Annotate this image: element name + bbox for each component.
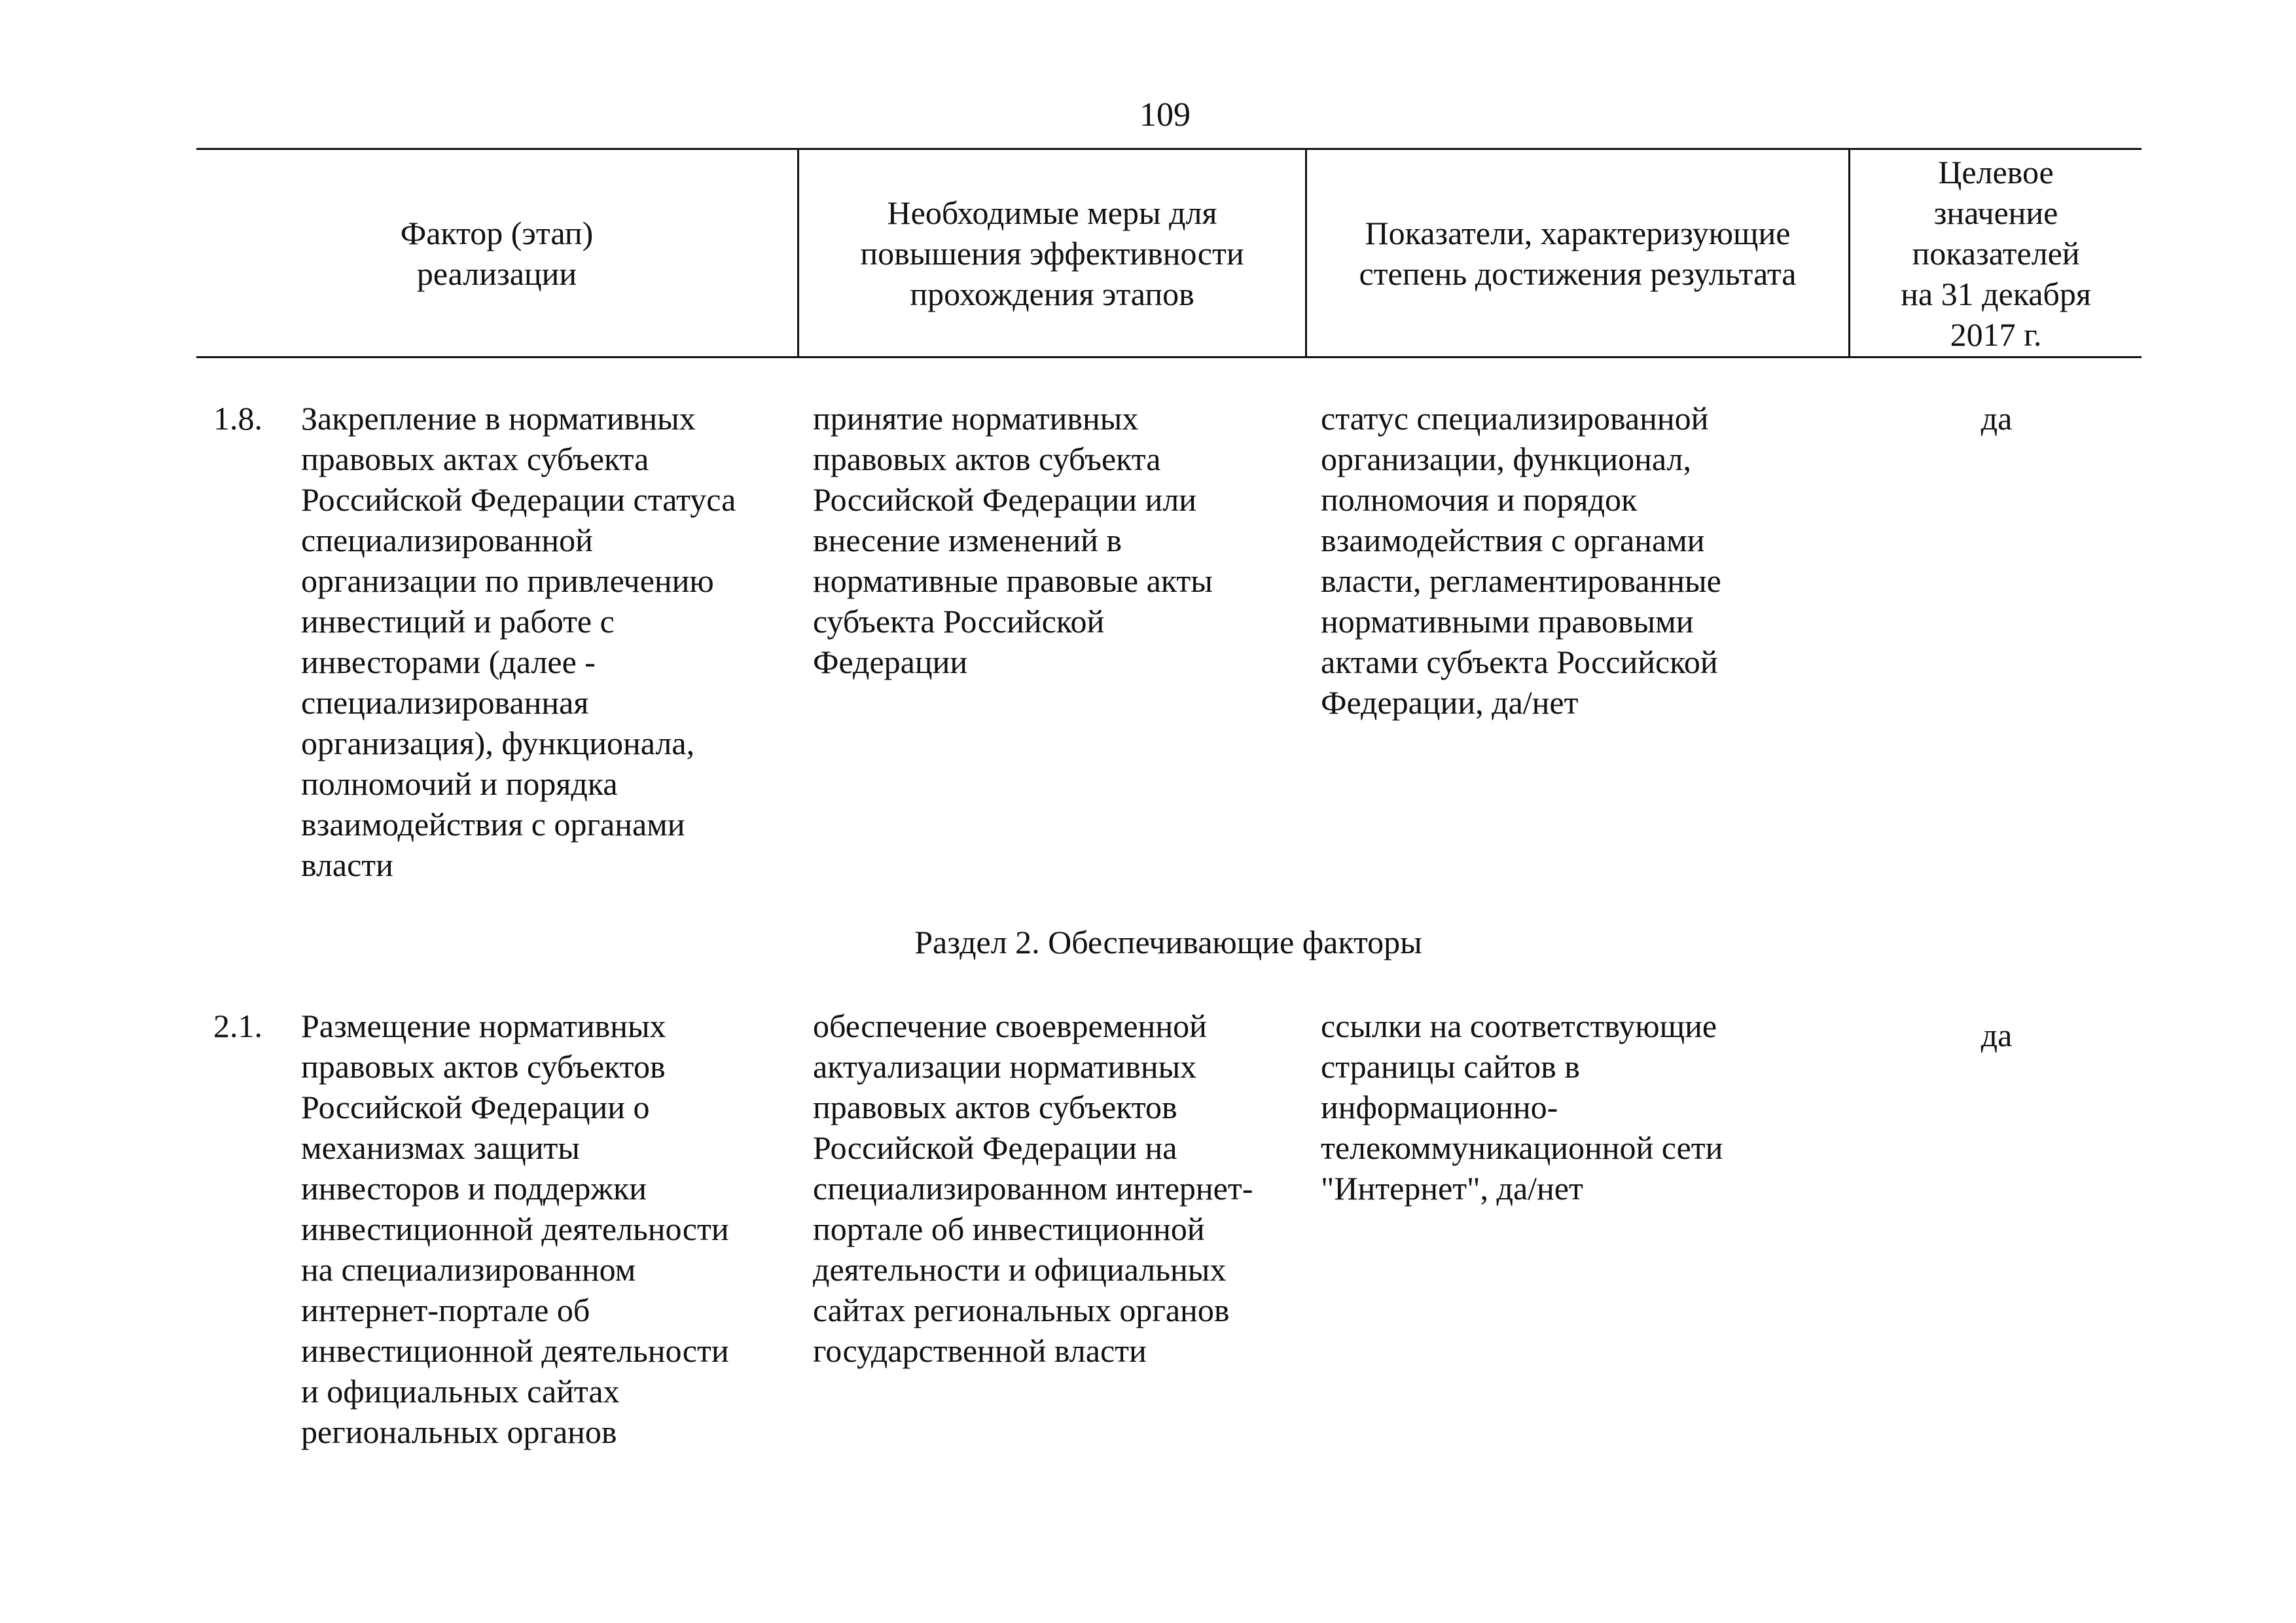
header-measures-text: Необходимые меры для повышения эффективности прохождения этапов — [860, 194, 1244, 312]
row-factor: Закрепление в нормативных правовых актах субъекта Российской Федерации статуса специализированной организации по привлечению инвестиций и работе с инвесторами (далее - специализированная организация), функционала, полномочий и порядка взаимодействия с органами власти — [301, 400, 736, 883]
row-target: да — [1981, 400, 2013, 437]
row-measures: принятие нормативных правовых актов субъекта Российской Федерации или внесение изменений в нормативные правовые акты субъекта Российской Федерации — [813, 400, 1213, 680]
row-measures: обеспечение своевременной актуализации нормативных правовых актов субъектов Российской Федерации на специализированном интернет- портале об инвестиционной деятельности и официальных сайтах региональных органов государственной власти — [813, 1008, 1253, 1369]
table-row — [0, 398, 2296, 896]
row-number: 1.8. — [213, 400, 262, 437]
row-target: да — [1981, 1017, 2013, 1053]
header-measures — [799, 150, 1305, 356]
header-target-text: Целевое значение показателей на 31 декабря 2017 г. — [1901, 153, 2091, 353]
table-header — [196, 148, 2142, 358]
header-indicators — [1307, 150, 1848, 356]
row-number: 2.1. — [213, 1008, 262, 1044]
row-indicators: статус специализированной организации, функционал, полномочия и порядок взаимодействия с органами власти, регламентированные нормативными правовыми актами субъекта Российской Федерации, да/нет — [1321, 400, 1721, 721]
row-factor: Размещение нормативных правовых актов субъектов Российской Федерации о механизмах защиты инвесторов и поддержки инвестиционной деятельности на специализированном интернет-портале об инвестиционной деятельности и официальных сайтах региональных органов — [301, 1008, 729, 1450]
header-factor — [196, 150, 797, 356]
header-indicators-text: Показатели, характеризующие степень достижения результата — [1359, 214, 1797, 292]
header-target — [1850, 150, 2142, 356]
header-factor-text: Фактор (этап) реализации — [400, 214, 594, 292]
section-title: Раздел 2. Обеспечивающие факторы — [914, 924, 1422, 960]
page-number: 109 — [1139, 96, 1191, 134]
table-row — [0, 1006, 2296, 1464]
row-indicators: ссылки на соответствующие страницы сайтов в информационно- телекоммуникационной сети "Интернет", да/нет — [1321, 1008, 1723, 1207]
